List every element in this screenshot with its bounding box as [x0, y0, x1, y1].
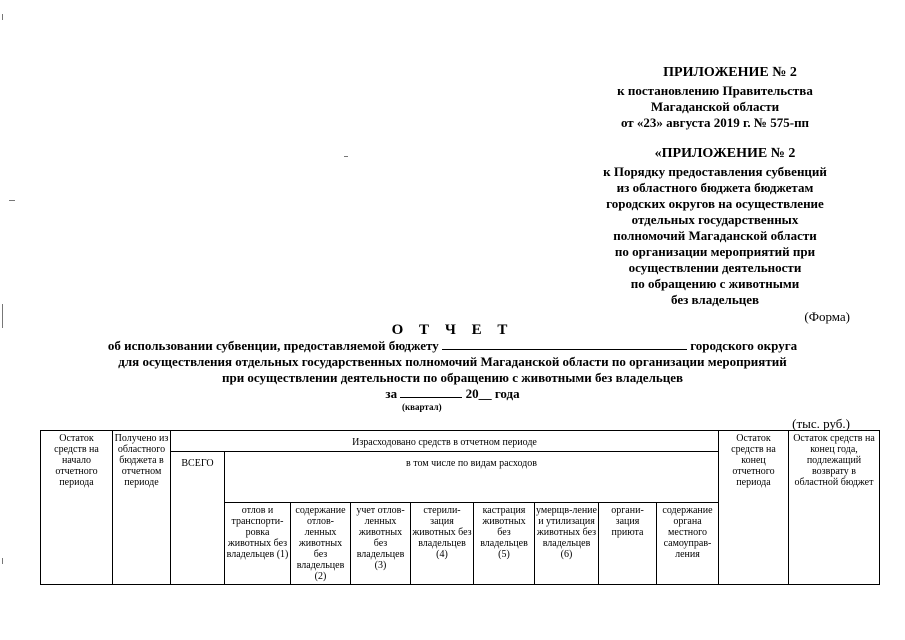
report-subtitle	[0, 338, 905, 402]
report-line-1: об использовании субвенции, предоставляемой бюджету городского округа	[107, 338, 798, 353]
budget-name-blank[interactable]	[442, 349, 687, 350]
procedure-line: осуществлении деятельности	[628, 260, 802, 275]
appendix-line: от «23» августа 2019 г. № 575-пп	[620, 115, 810, 130]
header-authority-upkeep: содержание органа местного самоуправ-ления	[657, 503, 719, 585]
scan-mark	[2, 304, 3, 328]
header-total: ВСЕГО	[171, 452, 225, 585]
report-line-2: для осуществления отдельных государственных полномочий Магаданской области по организации мероприятий	[118, 354, 787, 369]
header-received: Получено из областного бюджета в отчетном периоде	[113, 431, 171, 585]
scan-mark	[2, 14, 3, 20]
header-end-balance: Остаток средств на конец отчетного периода	[719, 431, 789, 585]
report-title: О Т Ч Е Т	[391, 322, 514, 338]
units-label: (тыс. руб.)	[792, 416, 850, 431]
header-keeping: содержание отлов-ленных животных без владельцев (2)	[291, 503, 351, 585]
header-spent: Израсходовано средств в отчетном периоде	[171, 431, 719, 452]
report-line-3: при осуществлении деятельности по обращению с животными без владельцев	[221, 370, 684, 385]
form-label: (Форма)	[804, 309, 850, 324]
procedure-line: отдельных государственных	[631, 212, 799, 227]
procedure-line: полномочий Магаданской области	[613, 228, 817, 243]
quarter-blank[interactable]	[400, 397, 462, 398]
scan-mark	[344, 156, 348, 157]
scan-mark	[2, 558, 3, 564]
procedure-appendix-title: «ПРИЛОЖЕНИЕ № 2	[654, 146, 796, 161]
header-castration: кастрация животных без владельцев (5)	[474, 503, 535, 585]
header-registration: учет отлов-ленных животных без владельцев (3)	[351, 503, 411, 585]
scan-mark	[9, 200, 15, 201]
quarter-label: (квартал)	[402, 402, 442, 412]
procedure-line: городских округов на осуществление	[606, 196, 824, 211]
header-return-balance: Остаток средств на конец года, подлежащий возврату в областной бюджет	[789, 431, 880, 585]
appendix-line: к постановлению Правительства	[617, 83, 813, 98]
header-shelter: органи-зация приюта	[599, 503, 657, 585]
header-start-balance: Остаток средств на начало отчетного периода	[41, 431, 113, 585]
header-euthanasia: умерщв-ление и утилизация животных без владельцев (6)	[535, 503, 599, 585]
procedure-line: без владельцев	[670, 292, 759, 307]
procedure-line: из областного бюджета бюджетам	[616, 180, 814, 195]
procedure-appendix	[560, 146, 870, 308]
procedure-line: по обращению с животными	[630, 276, 800, 291]
header-catching: отлов и транспорти-ровка животных без владельцев (1)	[225, 503, 291, 585]
appendix-title: ПРИЛОЖЕНИЕ № 2	[663, 65, 797, 80]
header-by-type: в том числе по видам расходов	[225, 452, 719, 503]
procedure-line: к Порядку предоставления субвенций	[603, 164, 827, 179]
procedure-line: по организации мероприятий при	[614, 244, 816, 259]
report-line-4: за 20__ года	[385, 386, 520, 401]
appendix-line: Магаданской области	[650, 99, 780, 114]
header-sterilization: стерили-зация животных без владельцев (4)	[411, 503, 474, 585]
appendix-header	[560, 65, 870, 131]
report-table	[40, 430, 880, 585]
